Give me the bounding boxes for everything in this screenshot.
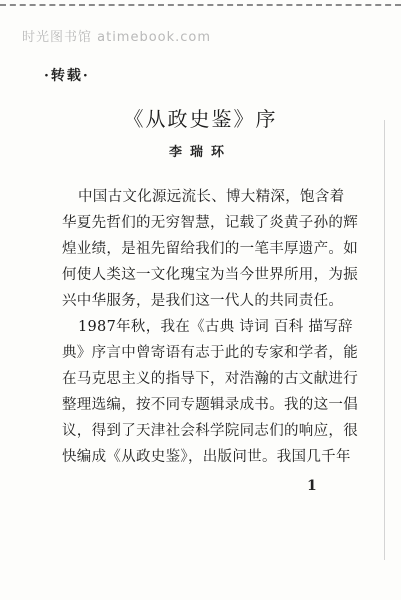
body-line: 煌业绩，是祖先留给我们的一笔丰厚遗产。如 [62,241,358,257]
body-line: 中国古文化源远流长、博大精深，饱含着 [78,189,345,205]
body-line: 兴中华服务，是我们这一代人的共同责任。 [62,293,344,309]
body-line: 典》序言中曾寄语有志于此的专家和学者，能 [62,345,358,361]
body-line: 在马克思主义的指导下，对浩瀚的古文献进行 [62,371,358,387]
page-edge-shadow [384,120,385,560]
body-line: 何使人类这一文化瑰宝为当今世界所用，为振 [62,267,358,283]
page-title: 《从政史鉴》序 [123,107,278,131]
body-line: 议，得到了天津社会科学院同志们的响应，很 [62,423,358,439]
body-line: 整理选编，按不同专题辑录成书。我的这一倡 [62,397,358,413]
author-name: 李瑞环 [168,145,232,160]
page-number: 1 [307,478,317,494]
body-line: 快编成《从政史鉴》，出版问世。我国几千年 [62,449,351,465]
body-line: 1987年秋，我在《古典 诗词 百科 描写辞 [78,319,353,335]
body-line: 华夏先哲们的无穷智慧，记载了炎黄子孙的辉 [62,215,358,231]
section-label: ·转载· [44,68,90,84]
watermark: 时光图书馆 atimebook.com [22,30,212,45]
top-dashed-rule [0,4,401,6]
